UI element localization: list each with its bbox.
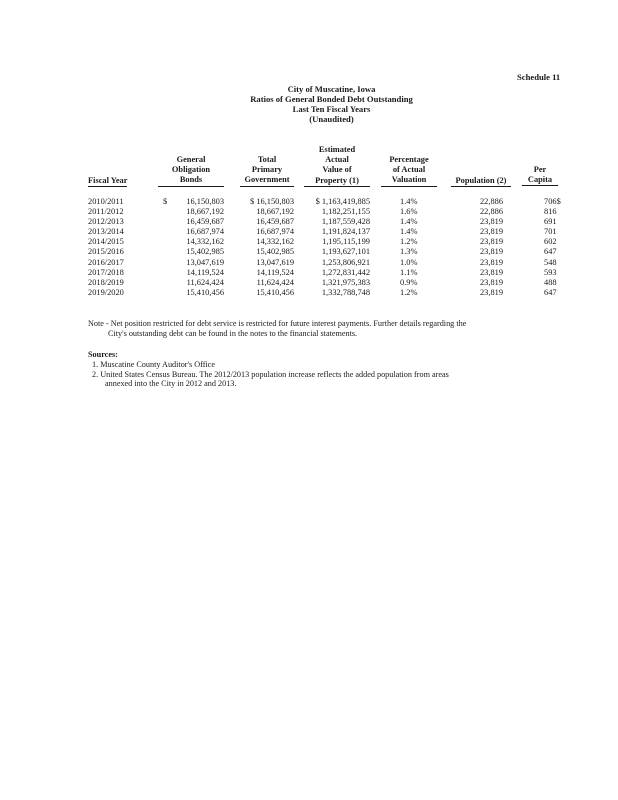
- total-primary-cell: 15,402,985: [256, 247, 294, 257]
- per-capita-cell: 647: [544, 247, 557, 257]
- fiscal-year-cell: 2014/2015: [88, 237, 124, 247]
- estimated-value-cell: 1,272,831,442: [321, 267, 370, 277]
- fiscal-year-cell: 2010/2011: [88, 197, 124, 206]
- population-cell: 23,819: [479, 267, 503, 277]
- percentage-cell: 1.3%: [400, 247, 418, 257]
- fiscal-year-cell: 2012/2013: [88, 217, 124, 227]
- population-cell: 23,819: [479, 287, 503, 297]
- sources: [88, 350, 548, 389]
- column-total-primary: [234, 197, 294, 298]
- population-cell: 23,819: [479, 247, 503, 257]
- fiscal-year-cell: 2019/2020: [88, 287, 124, 297]
- total-primary-cell: 16,687,974: [256, 227, 294, 237]
- source-item-1: 1. Muscatine County Auditor's Office: [92, 359, 215, 369]
- population-cell: 22,886: [479, 207, 503, 217]
- population-cell: 23,819: [479, 217, 503, 227]
- per-capita-cell: 701: [544, 227, 557, 237]
- percentage-cell: 1.4%: [400, 217, 418, 227]
- go-bonds-cell: 14,332,162: [186, 237, 224, 247]
- go-bonds-cell: 15,410,456: [186, 287, 224, 297]
- title-city: City of Muscatine, Iowa: [287, 84, 376, 94]
- header-go-bonds: General Obligation Bonds: [158, 155, 224, 187]
- go-bonds-cell: 13,047,619: [186, 257, 224, 267]
- estimated-value-cell: $ 1,163,419,885: [315, 197, 370, 206]
- fiscal-year-cell: 2017/2018: [88, 267, 124, 277]
- column-per-capita: [544, 197, 561, 298]
- estimated-value-cell: 1,187,559,428: [321, 217, 370, 227]
- fiscal-year-cell: 2013/2014: [88, 227, 124, 237]
- percentage-cell: 1.0%: [400, 257, 418, 267]
- percentage-cell: 1.2%: [400, 237, 418, 247]
- report-title: [0, 84, 618, 124]
- estimated-value-cell: 1,253,806,921: [321, 257, 370, 267]
- percentage-cell: 1.4%: [400, 227, 418, 237]
- per-capita-cell: 593: [544, 267, 557, 277]
- fiscal-year-cell: 2015/2016: [88, 247, 124, 257]
- estimated-value-cell: 1,182,251,155: [321, 207, 370, 217]
- go-bonds-cell: 14,119,524: [186, 267, 224, 277]
- schedule-label: Schedule 11: [517, 72, 561, 82]
- per-capita-cell: 691: [544, 217, 557, 227]
- percentage-cell: 1.1%: [400, 267, 418, 277]
- go-bonds-cell: 16,459,687: [186, 217, 224, 227]
- column-population: [470, 197, 503, 298]
- fiscal-year-cell: 2011/2012: [88, 207, 124, 217]
- header-population: Population (2): [451, 176, 511, 187]
- per-capita-cell: 602: [544, 237, 557, 247]
- percentage-cell: 1.4%: [400, 197, 418, 206]
- population-cell: 22,886: [479, 197, 503, 206]
- population-cell: 23,819: [479, 237, 503, 247]
- sources-title: Sources:: [88, 350, 118, 359]
- percentage-cell: 1.6%: [400, 207, 418, 217]
- column-estimated-value: [298, 197, 370, 298]
- fiscal-year-cell: 2018/2019: [88, 277, 124, 287]
- total-primary-cell: 13,047,619: [256, 257, 294, 267]
- total-primary-cell: 16,459,687: [256, 217, 294, 227]
- go-bonds-cell: 11,624,424: [186, 277, 224, 287]
- go-bonds-cell: 16,150,803: [186, 197, 224, 206]
- title-report: Ratios of General Bonded Debt Outstanding: [250, 94, 413, 104]
- per-capita-cell: 816: [544, 207, 557, 217]
- total-primary-cell: 18,667,192: [256, 207, 294, 217]
- header-fiscal-year: Fiscal Year: [88, 176, 127, 187]
- population-cell: 23,819: [479, 277, 503, 287]
- column-go-bonds: [170, 197, 224, 298]
- estimated-value-cell: 1,191,824,137: [321, 227, 370, 237]
- header-estimated-value: Estimated Actual Value of Property (1): [304, 145, 370, 187]
- total-primary-cell: 11,624,424: [256, 277, 294, 287]
- estimated-value-cell: 1,193,627,101: [321, 247, 370, 257]
- percentage-cell: 1.2%: [400, 287, 418, 297]
- per-capita-cell: 548: [544, 257, 557, 267]
- fiscal-year-cell: 2016/2017: [88, 257, 124, 267]
- note: Note - Net position restricted for debt service is restricted for future interest payments. Further details regarding the City's outstanding debt can be found in the notes to the financial statements.: [88, 319, 467, 339]
- estimated-value-cell: 1,321,975,383: [321, 277, 370, 287]
- go-bonds-cell: 15,402,985: [186, 247, 224, 257]
- per-capita-cell: 488: [544, 277, 557, 287]
- go-bonds-cell: 16,687,974: [186, 227, 224, 237]
- header-total-primary: Total Primary Government: [240, 155, 294, 187]
- total-primary-cell: 15,410,456: [256, 287, 294, 297]
- column-fiscal-year: [88, 197, 124, 298]
- source-item-2: 2. United States Census Bureau. The 2012/2013 population increase reflects the added population from areas annexed into the City in 2012 and 2013.: [92, 369, 449, 389]
- total-primary-cell: 14,119,524: [256, 267, 294, 277]
- go-bonds-cell: 18,667,192: [186, 207, 224, 217]
- total-primary-cell: 14,332,162: [256, 237, 294, 247]
- title-period: Last Ten Fiscal Years: [292, 104, 371, 114]
- header-percentage: Percentage of Actual Valuation: [381, 155, 437, 187]
- population-cell: 23,819: [479, 227, 503, 237]
- per-capita-cell: 706$: [544, 197, 561, 206]
- title-audit-status: (Unaudited): [309, 114, 354, 124]
- header-per-capita: Per Capita: [522, 165, 558, 186]
- per-capita-cell: 647: [544, 287, 557, 297]
- total-primary-cell: $ 16,150,803: [250, 197, 294, 206]
- currency-symbol: $: [163, 197, 168, 206]
- population-cell: 23,819: [479, 257, 503, 267]
- estimated-value-cell: 1,332,788,748: [321, 287, 370, 297]
- column-percentage: [400, 197, 417, 298]
- estimated-value-cell: 1,195,115,199: [322, 237, 370, 247]
- percentage-cell: 0.9%: [400, 277, 418, 287]
